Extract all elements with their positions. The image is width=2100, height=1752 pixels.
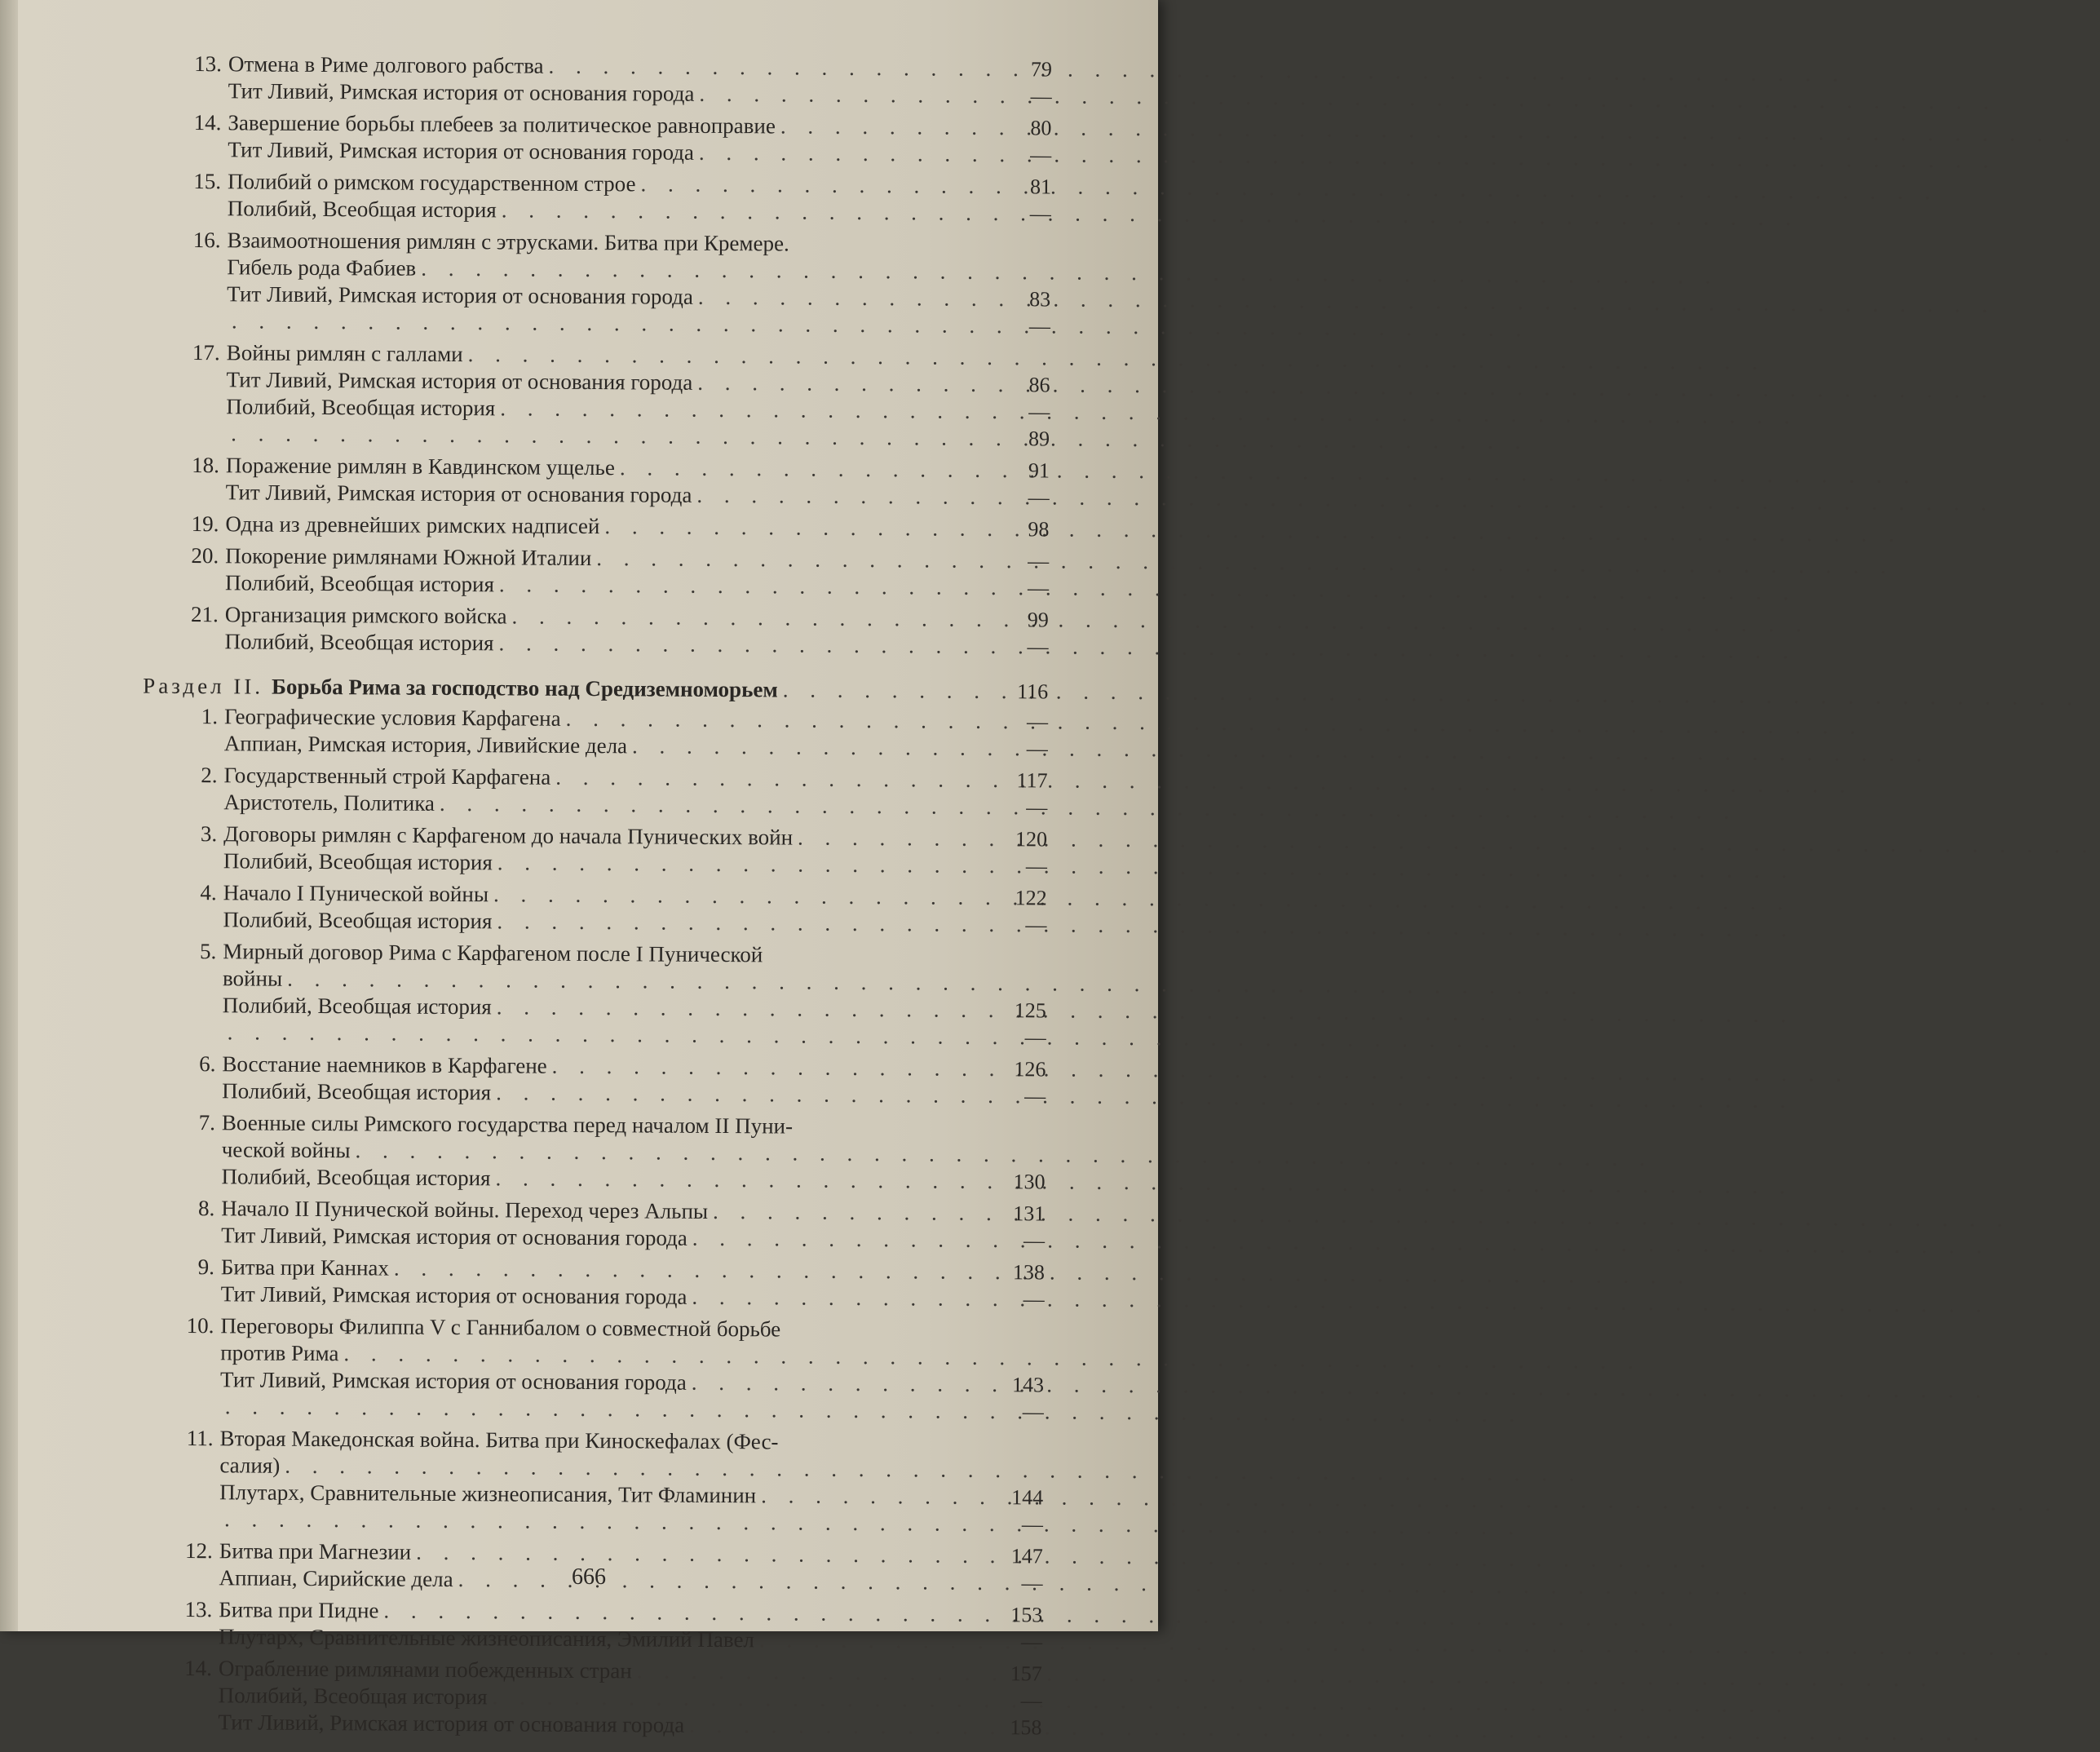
entry-number: 14. [187, 109, 228, 136]
toc-source-line [182, 1019, 1046, 1051]
source-page: 89 [993, 425, 1050, 452]
entry-page: 81 [994, 173, 1051, 200]
leader-dots [224, 1506, 981, 1537]
entry-title-continuation: войны [223, 965, 282, 992]
toc-source-line [180, 1163, 1045, 1195]
entry-page: 126 [988, 1055, 1046, 1082]
entry-title: Восстание наемников в Карфагене [222, 1051, 546, 1079]
leader-dots [692, 1284, 982, 1312]
leader-dots [493, 881, 985, 911]
entry-title: Покорение римлянами Южной Италии [225, 542, 591, 572]
entry-number: 17. [186, 339, 227, 366]
leader-dots [548, 53, 989, 82]
entry-title: Битва при Пидне [219, 1596, 378, 1624]
toc-source-line [183, 628, 1048, 660]
entry-title: Полибий о римском государственном строе [228, 168, 636, 197]
source-text: Аппиан, Римская история, Ливийские дела [224, 730, 627, 759]
entry-number: 21. [184, 601, 225, 628]
toc-entry [179, 1425, 1044, 1537]
toc-entry [177, 1655, 1042, 1741]
source-page: — [988, 1285, 1045, 1312]
entry-title: Начало I Пунической войны [223, 879, 489, 908]
source-text: Плутарх, Сравнительные жизнеописания, Эмилий Павел [219, 1623, 754, 1653]
source-page: — [993, 398, 1050, 425]
source-page: — [986, 1511, 1043, 1537]
source-page: — [993, 312, 1050, 339]
leader-dots [632, 732, 986, 762]
entry-number: 3. [183, 821, 223, 847]
source-text: Полибий, Всеобщая история [223, 992, 492, 1020]
source-page: — [989, 911, 1046, 938]
toc-entry [183, 703, 1048, 762]
toc-source-line [185, 420, 1050, 452]
source-text: Полибий, Всеобщая история [223, 847, 493, 876]
source-page: — [987, 1398, 1044, 1425]
source-text: Полибий, Всеобщая история [225, 569, 494, 598]
entry-title: Начало II Пунической войны. Переход через Альпы [221, 1195, 708, 1225]
toc-entry [181, 1051, 1046, 1109]
source-page: — [985, 1569, 1042, 1596]
toc-source-line [184, 569, 1049, 601]
toc-entry [178, 1596, 1042, 1655]
source-text: Плутарх, Сравнительные жизнеописания, Тит Фламинин [219, 1479, 756, 1509]
source-page: 125 [989, 997, 1046, 1024]
source-text: Тит Ливий, Римская история от основания города [221, 1281, 687, 1310]
entry-title: Завершение борьбы плебеев за политическое равноправие [228, 109, 776, 139]
entry-title: Договоры римлян с Карфагеном до начала Пунических войн [223, 821, 793, 851]
source-text: Аристотель, Политика [223, 789, 435, 817]
entry-page: 147 [986, 1542, 1043, 1569]
leader-dots [699, 139, 989, 168]
toc-entry [186, 227, 1051, 339]
leader-dots [698, 284, 988, 312]
source-text: Тит Ливий, Римская история от основания города [220, 1366, 687, 1396]
toc-entry [184, 511, 1049, 542]
leader-dots [596, 545, 987, 574]
entry-number: 1. [183, 703, 224, 730]
entry-number: 14. [178, 1655, 219, 1682]
toc-entry [184, 542, 1049, 601]
leader-dots [440, 790, 986, 821]
entry-number: 7. [181, 1109, 222, 1136]
leader-dots [511, 603, 986, 633]
leader-dots [285, 1453, 981, 1484]
toc-entry [187, 109, 1051, 168]
source-text: Полибий, Всеобщая история [222, 1077, 491, 1106]
source-text: Тит Ливий, Римская история от основания города [228, 136, 694, 166]
toc-source-line [178, 1623, 1042, 1655]
source-text: Полибий, Всеобщая история [226, 393, 495, 422]
entry-page: 91 [993, 457, 1050, 484]
entry-number: 9. [180, 1254, 221, 1281]
source-text: Полибий, Всеобщая история [223, 906, 492, 935]
leader-dots [692, 1225, 983, 1254]
entry-title: Вторая Македонская война. Битва при Киноскефалах (Фес- [220, 1425, 779, 1455]
leader-dots [696, 482, 987, 511]
table-of-contents [177, 51, 1052, 1745]
leader-dots [493, 1683, 980, 1714]
entry-title: Битва при Магнезии [219, 1537, 412, 1565]
entry-title: Поражение римлян в Кавдинском ущелье [226, 452, 615, 481]
entry-page: 99 [992, 606, 1049, 633]
leader-dots [620, 454, 988, 484]
toc-entry [185, 452, 1050, 511]
toc-entry [182, 938, 1047, 1051]
source-page: — [993, 484, 1050, 511]
leader-dots [692, 1369, 982, 1398]
toc-entry [188, 51, 1052, 109]
entry-title: Отмена в Риме долгового рабства [228, 51, 544, 79]
leader-dots [759, 1626, 980, 1655]
leader-dots [566, 706, 987, 735]
source-page: — [985, 1628, 1042, 1655]
entry-page: — [992, 547, 1049, 574]
toc-source-line [177, 1709, 1041, 1741]
leader-dots [343, 1340, 982, 1371]
section-label: Раздел II. [143, 673, 263, 701]
entry-number: 15. [187, 168, 228, 195]
leader-dots [468, 341, 988, 371]
entry-number: 10. [179, 1312, 220, 1339]
source-page: 83 [993, 285, 1050, 312]
entry-number: 13. [178, 1596, 219, 1623]
toc-entry [180, 1195, 1045, 1254]
source-page: — [989, 1024, 1046, 1051]
leader-dots [699, 81, 989, 109]
leader-dots [500, 395, 988, 425]
entry-page: 153 [985, 1601, 1042, 1628]
entry-page: 138 [988, 1259, 1045, 1285]
entry-title: Переговоры Филиппа V с Ганнибалом о совместной борьбе [220, 1312, 780, 1343]
toc-source-line [187, 136, 1051, 168]
toc-source-line [185, 479, 1050, 511]
entry-page: 117 [990, 767, 1047, 794]
entry-title: Взаимоотношения римлян с этрусками. Битва при Кремере. [227, 227, 789, 257]
source-page: — [991, 633, 1048, 660]
entry-title: Войны римлян с галлами [227, 339, 463, 368]
toc-source-line [186, 307, 1050, 339]
toc-source-line [181, 1077, 1046, 1109]
source-text: Аппиан, Сирийские дела [219, 1564, 453, 1593]
source-text: Тит Ливий, Римская история от основания города [221, 1222, 687, 1251]
leader-dots [421, 255, 988, 285]
leader-dots [780, 113, 990, 141]
source-text: Тит Ливий, Римская история от основания города [218, 1709, 684, 1738]
leader-dots [552, 1053, 984, 1082]
toc-entry [185, 339, 1050, 452]
entry-title: Военные силы Римского государства перед началом II Пуни- [222, 1109, 793, 1139]
leader-dots [228, 1019, 984, 1051]
toc-entry [183, 762, 1047, 821]
entry-page: 157 [985, 1660, 1042, 1687]
section-title: Борьба Рима за господство над Средиземноморьем [272, 674, 778, 704]
source-page: 158 [984, 1714, 1041, 1741]
leader-dots [497, 993, 984, 1024]
leader-dots [496, 1079, 984, 1109]
leader-dots [225, 1393, 982, 1425]
leader-dots [783, 676, 987, 705]
entry-page: 79 [995, 55, 1052, 82]
toc-entry [179, 1312, 1045, 1425]
entry-number: 19. [184, 511, 225, 538]
leader-dots [394, 1255, 983, 1285]
leader-dots [499, 571, 987, 601]
toc-entry [187, 168, 1051, 227]
source-text: Тит Ливий, Римская история от основания города [226, 366, 692, 396]
leader-dots [640, 170, 989, 200]
source-page: — [994, 141, 1051, 168]
entry-number: 11. [179, 1425, 220, 1452]
toc-source-line [182, 906, 1046, 938]
source-page: — [995, 82, 1052, 109]
entry-page: 120 [990, 825, 1047, 852]
toc-source-line [183, 789, 1047, 821]
toc-source-line [180, 1222, 1045, 1254]
entry-title-continuation: ческой войны [222, 1136, 351, 1164]
entry-number: 18. [185, 452, 226, 479]
source-page: 130 [988, 1168, 1045, 1195]
page-number: 666 [540, 1564, 638, 1591]
entry-page: 131 [988, 1200, 1045, 1227]
section-heading [143, 673, 1048, 706]
leader-dots [497, 849, 985, 879]
leader-dots [761, 1482, 981, 1511]
source-page: — [990, 852, 1047, 879]
leader-dots [713, 1198, 983, 1227]
entry-title: Мирный договор Рима с Карфагеном после I Пунической [223, 938, 763, 968]
toc-entry [180, 1109, 1046, 1195]
leader-dots [231, 420, 988, 452]
entry-page: 80 [994, 114, 1051, 141]
toc-source-line [188, 77, 1052, 109]
leader-dots [416, 1539, 981, 1569]
entry-number: 12. [179, 1537, 219, 1564]
toc-title-line [184, 511, 1049, 542]
source-text: Тит Ливий, Римская история от основания города [228, 77, 695, 107]
leader-dots [502, 197, 989, 227]
source-text: Тит Ливий, Римская история от основания города [226, 479, 692, 508]
leader-dots [497, 908, 984, 938]
toc-entry [180, 1254, 1045, 1312]
source-page: — [991, 735, 1048, 762]
source-text: Полибий, Всеобщая история [224, 628, 493, 657]
toc-source-line [183, 730, 1048, 762]
source-page: 86 [993, 371, 1050, 398]
leader-dots [495, 1165, 983, 1195]
leader-dots [458, 1566, 981, 1596]
leader-dots [697, 369, 988, 398]
toc-list-section-1 [183, 51, 1052, 660]
entry-title-continuation: против Рима [220, 1339, 338, 1367]
toc-source-line [187, 195, 1051, 227]
entry-number: 5. [182, 938, 223, 965]
toc-source-line [180, 1281, 1045, 1312]
leader-dots [798, 825, 985, 852]
page-binding [0, 0, 18, 1631]
leader-dots [689, 1712, 979, 1741]
source-text: Полибий, Всеобщая история [219, 1682, 488, 1710]
entry-title: Одна из древнейших римских надписей [225, 511, 599, 540]
entry-title: Организация римского войска [225, 601, 507, 630]
toc-entry [182, 879, 1046, 938]
leader-dots [555, 764, 985, 794]
entry-title-continuation: Гибель рода Фабиев [227, 254, 416, 281]
toc-entry [183, 821, 1047, 879]
source-page: — [994, 200, 1051, 227]
source-page: 143 [987, 1371, 1044, 1398]
leader-dots [232, 307, 988, 339]
leader-dots [355, 1137, 983, 1168]
source-page: — [988, 1227, 1045, 1254]
leader-dots [287, 966, 984, 997]
entry-number: 4. [183, 879, 223, 906]
entry-page: — [991, 708, 1048, 735]
toc-entry [183, 601, 1048, 660]
source-page: 144 [986, 1484, 1043, 1511]
leader-dots [383, 1598, 980, 1628]
source-page: — [985, 1687, 1042, 1714]
entry-title: Государственный строй Карфагена [223, 762, 550, 790]
entry-number: 8. [180, 1195, 221, 1222]
entry-page: 122 [990, 884, 1047, 911]
toc-source-line [183, 847, 1047, 879]
leader-dots [637, 1657, 980, 1687]
entry-title: Ограбление римлянами побежденных стран [219, 1655, 632, 1684]
source-page: — [988, 1082, 1046, 1109]
source-text: Полибий, Всеобщая история [221, 1163, 490, 1192]
entry-number: 6. [181, 1051, 222, 1077]
toc-source-line [179, 1393, 1044, 1425]
source-text: Полибий, Всеобщая история [228, 195, 497, 223]
entry-title-continuation: салия) [219, 1452, 280, 1479]
entry-number: 13. [188, 51, 228, 77]
entry-title: Географические условия Карфагена [224, 703, 561, 732]
entry-number: 20. [184, 542, 225, 569]
source-page: — [990, 794, 1047, 821]
entry-number: 2. [183, 762, 223, 789]
entry-page: 98 [992, 515, 1049, 542]
source-text: Тит Ливий, Римская история от основания города [227, 281, 693, 310]
leader-dots [604, 513, 987, 542]
entry-number: 16. [186, 227, 227, 254]
toc-source-line [179, 1506, 1043, 1537]
section-page: 116 [991, 678, 1048, 705]
leader-dots [498, 630, 986, 660]
entry-title: Битва при Каннах [221, 1254, 389, 1281]
source-page: — [992, 574, 1049, 601]
